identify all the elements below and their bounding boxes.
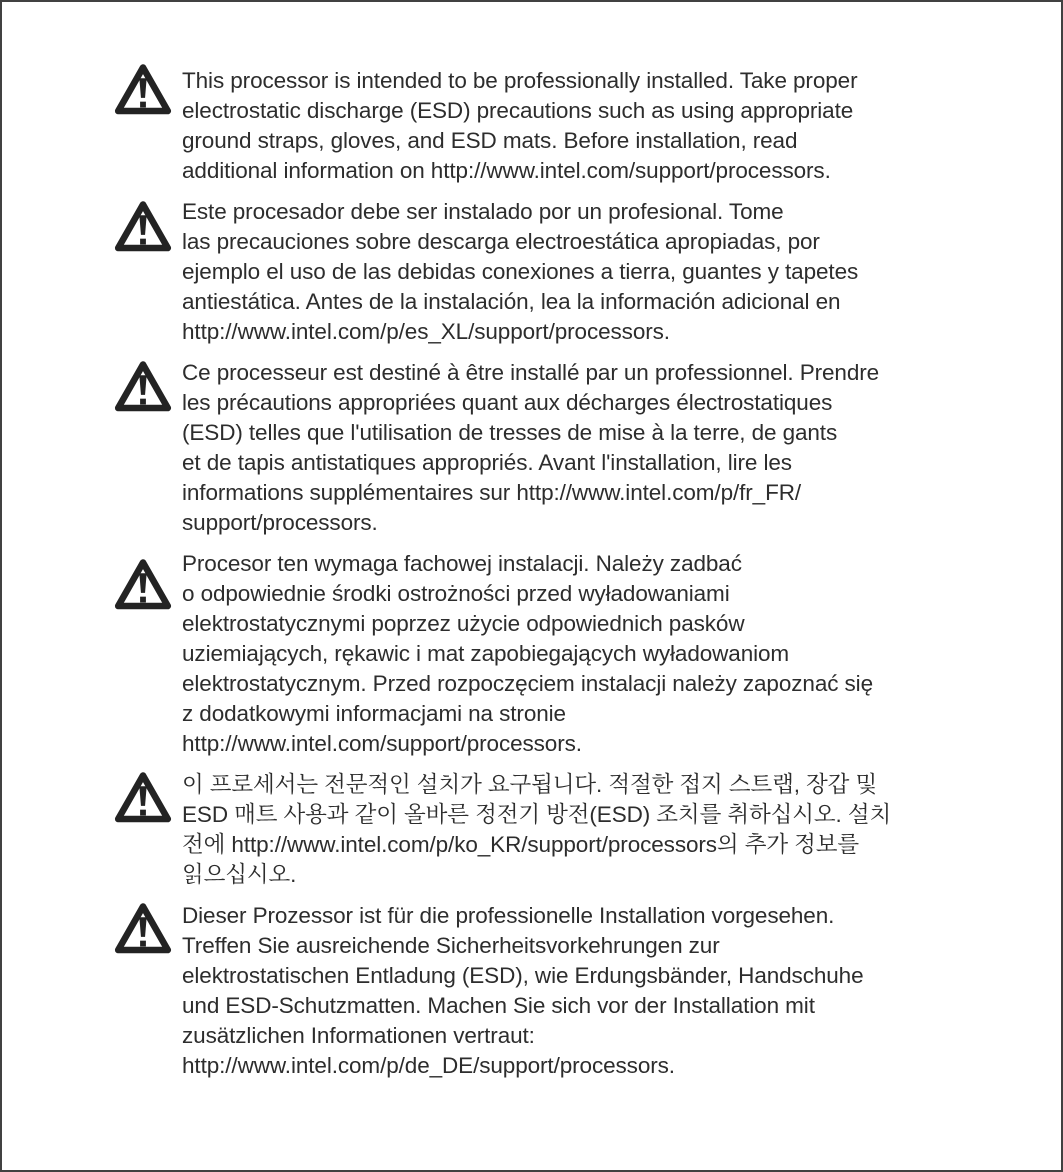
warning-line: und ESD-Schutzmatten. Machen Sie sich vor der Installation mit [182,993,815,1018]
warning-line: Treffen Sie ausreichende Sicherheitsvorkehrungen zur [182,933,720,958]
warning-line: http://www.intel.com/p/de_DE/support/processors. [182,1053,675,1078]
warning-notice-es [114,197,1021,347]
warning-line: Ce processeur est destiné à être installé par un professionnel. Prendre [182,360,880,385]
warning-text [182,66,857,186]
warning-notice-de [114,901,1021,1081]
warning-line: ground straps, gloves, and ESD mats. Before installation, read [182,128,798,153]
warning-line: support/processors. [182,510,378,535]
warning-line: additional information on http://www.intel.com/support/processors. [182,158,831,183]
warning-text [182,358,879,538]
warning-line: las precauciones sobre descarga electroestática apropiadas, por [182,229,820,254]
warning-line: ESD 매트 사용과 같이 올바른 정전기 방전(ESD) 조치를 취하십시오. 설치 [182,802,892,827]
warning-line: ejemplo el uso de las debidas conexiones a tierra, guantes y tapetes [182,259,859,284]
warning-line: Dieser Prozessor ist für die professionelle Installation vorgesehen. [182,903,835,928]
warning-line: les précautions appropriées quant aux décharges électrostatiques [182,390,833,415]
warning-notice-ko [114,770,1021,890]
warning-line: 이 프로세서는 전문적인 설치가 요구됩니다. 적절한 접지 스트랩, 장갑 및 [182,772,878,797]
warning-list [2,2,1061,1081]
warning-triangle-icon [114,360,182,413]
warning-line: zusätzlichen Informationen vertraut: [182,1023,535,1048]
warning-line: (ESD) telles que l'utilisation de tresses de mise à la terre, de gants [182,420,838,445]
warning-text [182,549,873,759]
warning-line: 읽으십시오. [182,862,297,887]
warning-triangle-icon [114,200,182,253]
warning-line: This processor is intended to be professionally installed. Take proper [182,68,858,93]
warning-line: uziemiających, rękawic i mat zapobiegających wyładowaniom [182,641,790,666]
warning-line: elektrostatischen Entladung (ESD), wie Erdungsbänder, Handschuhe [182,963,864,988]
warning-line: Procesor ten wymaga fachowej instalacji. Należy zadbać [182,551,742,576]
warning-line: z dodatkowymi informacjami na stronie [182,701,566,726]
warning-line: http://www.intel.com/p/es_XL/support/processors. [182,319,670,344]
document-page [2,2,1061,1081]
warning-line: 전에 http://www.intel.com/p/ko_KR/support/processors의 추가 정보를 [182,832,860,857]
warning-line: informations supplémentaires sur http://www.intel.com/p/fr_FR/ [182,480,802,505]
warning-line: o odpowiednie środki ostrożności przed wyładowaniami [182,581,730,606]
warning-line: Este procesador debe ser instalado por un profesional. Tome [182,199,784,224]
warning-line: http://www.intel.com/support/processors. [182,731,582,756]
warning-notice-fr [114,358,1021,538]
warning-line: electrostatic discharge (ESD) precautions such as using appropriate [182,98,854,123]
warning-line: antiestática. Antes de la instalación, lea la información adicional en [182,289,841,314]
warning-triangle-icon [114,63,182,116]
warning-line: et de tapis antistatiques appropriés. Avant l'installation, lire les [182,450,792,475]
warning-triangle-icon [114,902,182,955]
warning-notice-en [114,66,1021,186]
warning-triangle-icon [114,771,182,824]
warning-text [182,901,864,1081]
warning-triangle-icon [114,558,182,611]
warning-text [182,770,891,890]
warning-line: elektrostatycznymi poprzez użycie odpowiednich pasków [182,611,745,636]
warning-text [182,197,858,347]
warning-notice-pl [114,549,1021,759]
warning-line: elektrostatycznym. Przed rozpoczęciem instalacji należy zapoznać się [182,671,873,696]
